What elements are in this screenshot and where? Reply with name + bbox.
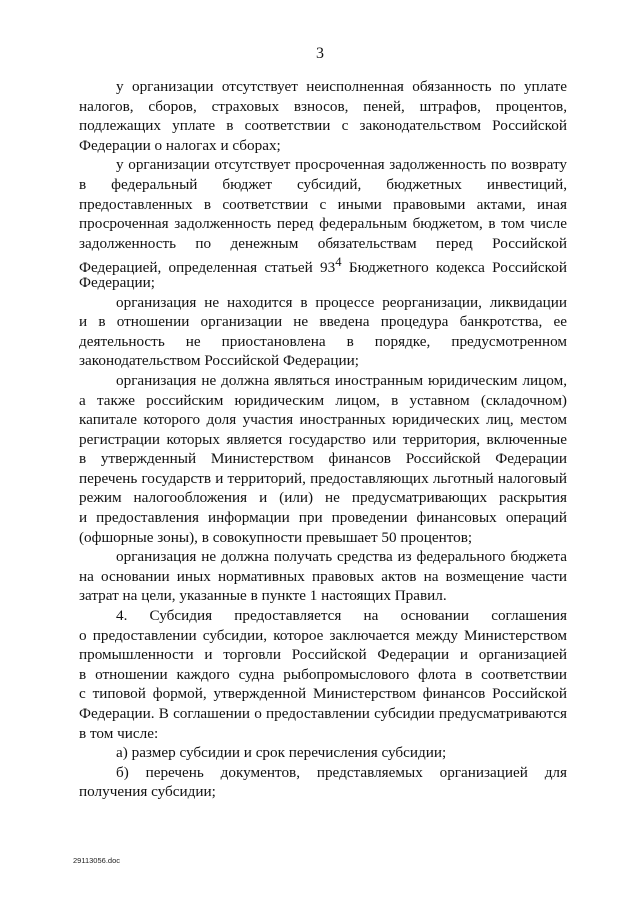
text-line: Федерации о налогах и сборах; xyxy=(79,136,281,154)
text-line: в том числе: xyxy=(79,724,159,742)
text-line: о предоставлении субсидии, которое заключается между Министерством xyxy=(79,626,567,644)
text-line: в отношении каждого судна рыбопромыслового флота в соответствии xyxy=(79,665,567,683)
text-line: б) перечень документов, представляемых организацией для xyxy=(116,763,567,781)
text-line: с типовой формой, утвержденной Министерством финансов Российской xyxy=(79,685,567,703)
body-text xyxy=(79,77,567,802)
text-line: организация не находится в процессе реорганизации, ликвидации xyxy=(116,293,567,311)
text-line: Федерацией, определенная статьей $93^4$ Бюджетного кодекса Российской xyxy=(79,255,568,277)
text-line: в федеральный бюджет субсидий, бюджетных инвестиций, xyxy=(79,175,567,193)
text-line: затрат на цели, указанные в пункте 1 настоящих Правил. xyxy=(79,587,447,605)
text-line: у организации отсутствует просроченная задолженность по возврату xyxy=(116,156,567,174)
text-line: режим налогообложения и (или) не предусматривающих раскрытия xyxy=(79,489,567,507)
text-line: и в отношении организации не введена процедура банкротства, ее xyxy=(79,313,567,331)
text-line: предоставленных в соответствии с иными правовыми актами, иная xyxy=(79,195,567,213)
text-line: а) размер субсидии и срок перечисления субсидии; xyxy=(116,744,447,762)
text-line: в утвержденный Министерством финансов Российской Федерации xyxy=(79,450,567,468)
text-line: подлежащих уплате в соответствии с законодательством Российской xyxy=(79,117,567,135)
text-line: Федерации; xyxy=(79,273,155,291)
text-line: просроченная задолженность перед федеральным бюджетом, в том числе xyxy=(79,215,567,233)
text-line: промышленности и торговли Российской Федерации и организацией xyxy=(79,646,567,664)
text-line: законодательством Российской Федерации; xyxy=(79,352,359,370)
text-line: получения субсидии; xyxy=(79,783,216,801)
text-line: а также российским юридическим лицом, в уставном (складочном) xyxy=(79,391,567,409)
text-line: у организации отсутствует неисполненная обязанность по уплате xyxy=(116,78,567,95)
text-line: капитале которого доля участия иностранных юридических лиц, местом xyxy=(79,411,567,429)
text-line: (офшорные зоны), в совокупности превышает 50 процентов; xyxy=(79,528,473,546)
text-line: задолженность по денежным обязательствам перед Российской xyxy=(79,234,567,252)
text-line: на основании иных нормативных правовых актов на возмещение части xyxy=(79,567,567,585)
text-line: перечень государств и территорий, предоставляющих льготный налоговый xyxy=(79,469,567,487)
text-line: налогов, сборов, страховых взносов, пеней, штрафов, процентов, xyxy=(79,97,567,115)
text-line: Федерации. В соглашении о предоставлении субсидии предусматриваются xyxy=(79,705,567,722)
text-line: и предоставления информации при проведении финансовых операций xyxy=(79,509,567,527)
text-line: организация не должна получать средства из федерального бюджета xyxy=(116,548,567,566)
text-line: 4. Субсидия предоставляется на основании соглашения xyxy=(116,607,567,625)
text-line: деятельность не приостановлена в порядке, предусмотренном xyxy=(79,332,567,350)
page-number: 3 xyxy=(316,45,324,62)
text-line: регистрации которых является государство или территория, включенные xyxy=(79,430,567,448)
file-name-footer: 29113056.doc xyxy=(73,856,120,865)
text-line: организация не должна являться иностранным юридическим лицом, xyxy=(116,371,567,389)
